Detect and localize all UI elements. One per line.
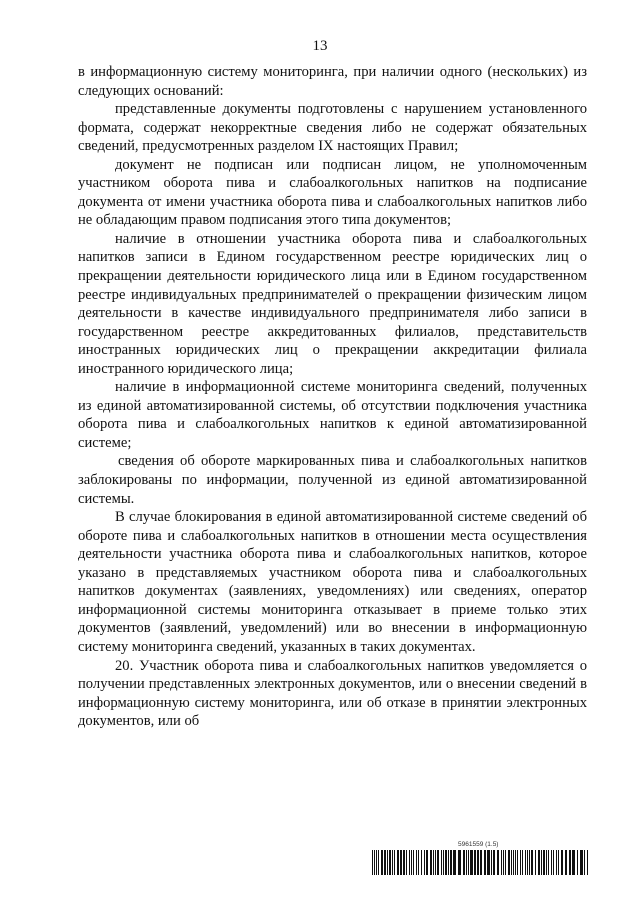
barcode-bar — [466, 850, 467, 875]
barcode-bar — [556, 850, 557, 875]
page-number: 13 — [312, 38, 328, 54]
barcode-bar — [525, 850, 526, 875]
barcode-bar — [561, 850, 563, 875]
barcode-bar — [517, 850, 518, 875]
barcode-bar — [572, 850, 575, 875]
barcode-bar — [477, 850, 479, 875]
paragraph: наличие в информационной системе мониторинга сведений, полученных из единой автоматизированной системы, об отсутствии подключения участника оборота пива и слабоалкогольных напитков к единой автоматизированной системе; — [78, 379, 587, 451]
barcode-bar — [577, 850, 578, 875]
barcode-bar — [529, 850, 530, 875]
barcode-bar — [497, 850, 499, 875]
barcode-bar — [411, 850, 412, 875]
barcode-bar — [470, 850, 473, 875]
paragraph: сведения об обороте маркированных пива и слабоалкогольных напитков заблокированы по информации, полученной из единой автоматизированной системы. — [78, 453, 587, 507]
barcode-bar — [413, 850, 414, 875]
barcode-bar — [443, 850, 444, 875]
barcode-bar — [474, 850, 476, 875]
paragraph: представленные документы подготовлены с нарушением установленного формата, содержат некорректные сведения либо не содержат обязательных сведений, предусмотренных разделом IX настоящих Правил; — [78, 101, 587, 155]
barcode-bar — [397, 850, 399, 875]
barcode-bar — [565, 850, 567, 875]
barcode-bar — [487, 850, 490, 875]
barcode-bar — [424, 850, 425, 875]
barcode-bar — [416, 850, 417, 875]
paragraph: документ не подписан или подписан лицом, не уполномоченным участником оборота пива и слабоалкогольных напитков на подписание документа от имени участника оборота пива и слабоалкогольных напитков либо не обладающим правом подписания этого типа документов; — [78, 156, 587, 229]
barcode-bar — [543, 850, 545, 875]
barcode-bar — [491, 850, 492, 875]
barcode-bar — [538, 850, 540, 875]
barcode-bar — [501, 850, 502, 875]
barcode-bar — [418, 850, 419, 875]
barcode-bar — [426, 850, 428, 875]
paragraph: в информационную систему мониторинга, при наличии одного (нескольких) из следующих оснований: — [78, 64, 587, 99]
body-text — [78, 63, 587, 731]
barcode-bar — [430, 850, 432, 875]
barcode-bar — [508, 850, 510, 875]
barcode-bar — [448, 850, 449, 875]
barcode-bar — [505, 850, 506, 875]
barcode-bar — [372, 850, 373, 875]
barcode-bar — [522, 850, 523, 875]
barcode-bar — [376, 850, 377, 875]
barcode-bar — [463, 850, 465, 875]
barcode-bar — [535, 850, 536, 875]
barcode-bar — [384, 850, 386, 875]
barcode-image — [372, 850, 588, 875]
barcode-bar — [511, 850, 512, 875]
barcode-bar — [392, 850, 393, 875]
barcode-bar — [587, 850, 588, 875]
barcode-bar — [403, 850, 405, 875]
barcode-bar — [551, 850, 552, 875]
barcode-bar — [421, 850, 422, 875]
barcode-bar — [531, 850, 533, 875]
barcode-bar — [453, 850, 456, 875]
barcode-bar — [374, 850, 375, 875]
barcode-bar — [484, 850, 486, 875]
barcode-bar — [548, 850, 549, 875]
barcode-bar — [435, 850, 436, 875]
barcode-bar — [569, 850, 571, 875]
barcode-bar — [503, 850, 504, 875]
barcode-bar — [433, 850, 434, 875]
barcode-bar — [450, 850, 452, 875]
barcode-bar — [558, 850, 559, 875]
barcode-bar — [541, 850, 542, 875]
barcode-bar — [445, 850, 447, 875]
barcode-bar — [406, 850, 407, 875]
barcode-bar — [520, 850, 521, 875]
barcode-bar — [527, 850, 528, 875]
paragraph: наличие в отношении участника оборота пива и слабоалкогольных напитков записи в Едином государственном реестре юридических лиц о прекращении деятельности юридического лица или в Едином государственном реестре индивидуальных предпринимателей о прекращении физическим лицом деятельности в качестве индивидуального предпринимателя либо записи в государственном реестре аккредитованных филиалов, представительств иностранных юридических лиц о прекращении аккредитации филиала иностранного юридического лица; — [78, 230, 587, 377]
barcode-bar — [493, 850, 495, 875]
barcode-bar — [584, 850, 585, 875]
barcode-bar — [480, 850, 482, 875]
paragraph: В случае блокирования в единой автоматизированной системе сведений об обороте пива и слабоалкогольных напитков в отношении места осуществления деятельности участника оборота пива и слабоалкогольных напитков, которое указано в представляемых участником оборота пива и слабоалкогольных напитков документах (заявлениях, уведомлениях) или сведениях, оператор информационной системы мониторинга отказывает в приеме только этих документов (заявлений, уведомлений) или во внесении в информационную систему мониторинга сведений, указанных в таких документах. — [78, 509, 587, 655]
barcode-bar — [458, 850, 461, 875]
barcode-bar — [553, 850, 554, 875]
barcode-bar — [387, 850, 388, 875]
barcode-bar — [378, 850, 379, 875]
barcode-bar — [394, 850, 395, 875]
barcode-bar — [381, 850, 383, 875]
document-code: 5961559 (1.5) — [458, 841, 499, 848]
barcode-bar — [409, 850, 410, 875]
barcode-bar — [515, 850, 516, 875]
barcode-bar — [580, 850, 583, 875]
barcode-bar — [513, 850, 514, 875]
barcode-bar — [389, 850, 391, 875]
barcode-bar — [441, 850, 442, 875]
barcode-bar — [400, 850, 402, 875]
barcode-bar — [437, 850, 439, 875]
barcode-bar — [546, 850, 547, 875]
paragraph: 20. Участник оборота пива и слабоалкогольных напитков уведомляется о получении представленных электронных документов, или о внесении сведений в информационную систему мониторинга, или об отказе в принятии электронных документов, или об — [78, 657, 587, 730]
barcode-bar — [468, 850, 469, 875]
